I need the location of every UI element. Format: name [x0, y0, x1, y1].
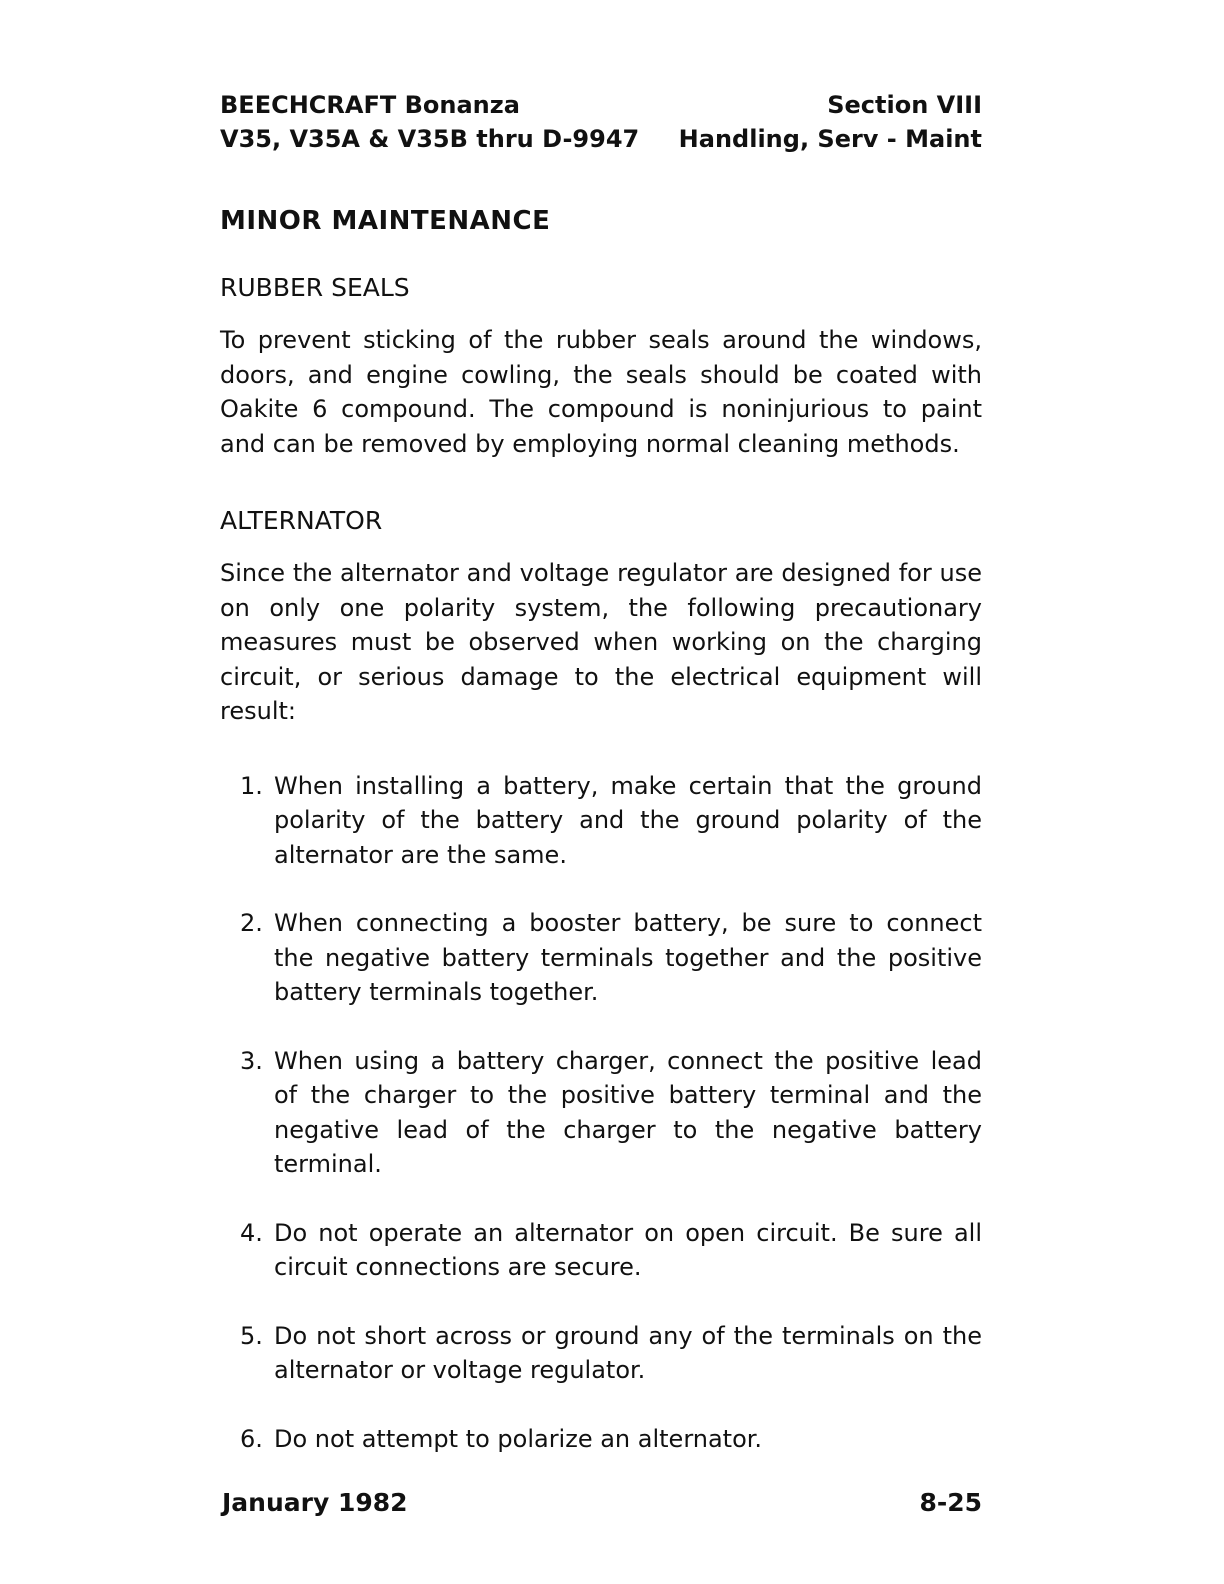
document-page: [220, 88, 982, 1456]
page-footer: [222, 1486, 982, 1520]
rubber-seals-body: To prevent sticking of the rubber seals around the windows, doors, and engine cowling, the seals should be coated with Oakite 6 compound. The compound is noninjurious to paint and can be removed by employing normal cleaning methods.: [220, 326, 982, 458]
header-section-title: Handling, Serv - Maint: [678, 125, 982, 153]
list-item-text: Do not attempt to polarize an alternator.: [274, 1424, 763, 1453]
list-item: [240, 1216, 982, 1285]
list-item-text: Do not operate an alternator on open circuit. Be sure all circuit connections are secure.: [274, 1218, 982, 1281]
list-item-text: When using a battery charger, connect the positive lead of the charger to the positive battery terminal and the negative lead of the charger to the negative battery terminal.: [274, 1046, 982, 1178]
footer-date: January 1982: [222, 1488, 408, 1517]
footer-page-number: 8-25: [919, 1488, 982, 1517]
header-aircraft-title: BEECHCRAFT Bonanza: [220, 91, 520, 119]
alternator-heading: ALTERNATOR: [220, 506, 383, 535]
header-row-2: [220, 122, 982, 156]
list-item-number: 5.: [240, 1321, 263, 1350]
list-item-number: 2.: [240, 909, 263, 937]
list-item: [240, 769, 982, 873]
list-item: [240, 1319, 982, 1388]
list-item-number: 6.: [240, 1424, 263, 1453]
alternator-body: Since the alternator and voltage regulator are designed for use on only one polarity system, the following precautionary measures must be observed when working on the charging circuit, or serious damage to the electrical equipment will result:: [220, 559, 982, 725]
section-heading: MINOR MAINTENANCE: [220, 206, 551, 236]
list-item-text: When connecting a booster battery, be sure to connect the negative battery terminals together and the positive battery terminals together.: [274, 909, 982, 1006]
precaution-list: [220, 769, 982, 1457]
list-item-number: 3.: [240, 1046, 263, 1075]
header-section-number: Section VIII: [827, 91, 982, 119]
list-item-text: When installing a battery, make certain that the ground polarity of the battery and the ground polarity of the alternator are the same.: [274, 771, 982, 869]
rubber-seals-heading: RUBBER SEALS: [220, 273, 410, 302]
list-item-number: 4.: [240, 1218, 263, 1247]
list-item: [240, 1422, 982, 1457]
header-model-range: V35, V35A & V35B thru D-9947: [220, 125, 640, 153]
header-row-1: [220, 88, 982, 122]
list-item: [240, 1044, 982, 1182]
list-item-text: Do not short across or ground any of the terminals on the alternator or voltage regulator.: [274, 1321, 982, 1384]
list-item: [240, 906, 982, 1010]
list-item-number: 1.: [240, 771, 263, 800]
